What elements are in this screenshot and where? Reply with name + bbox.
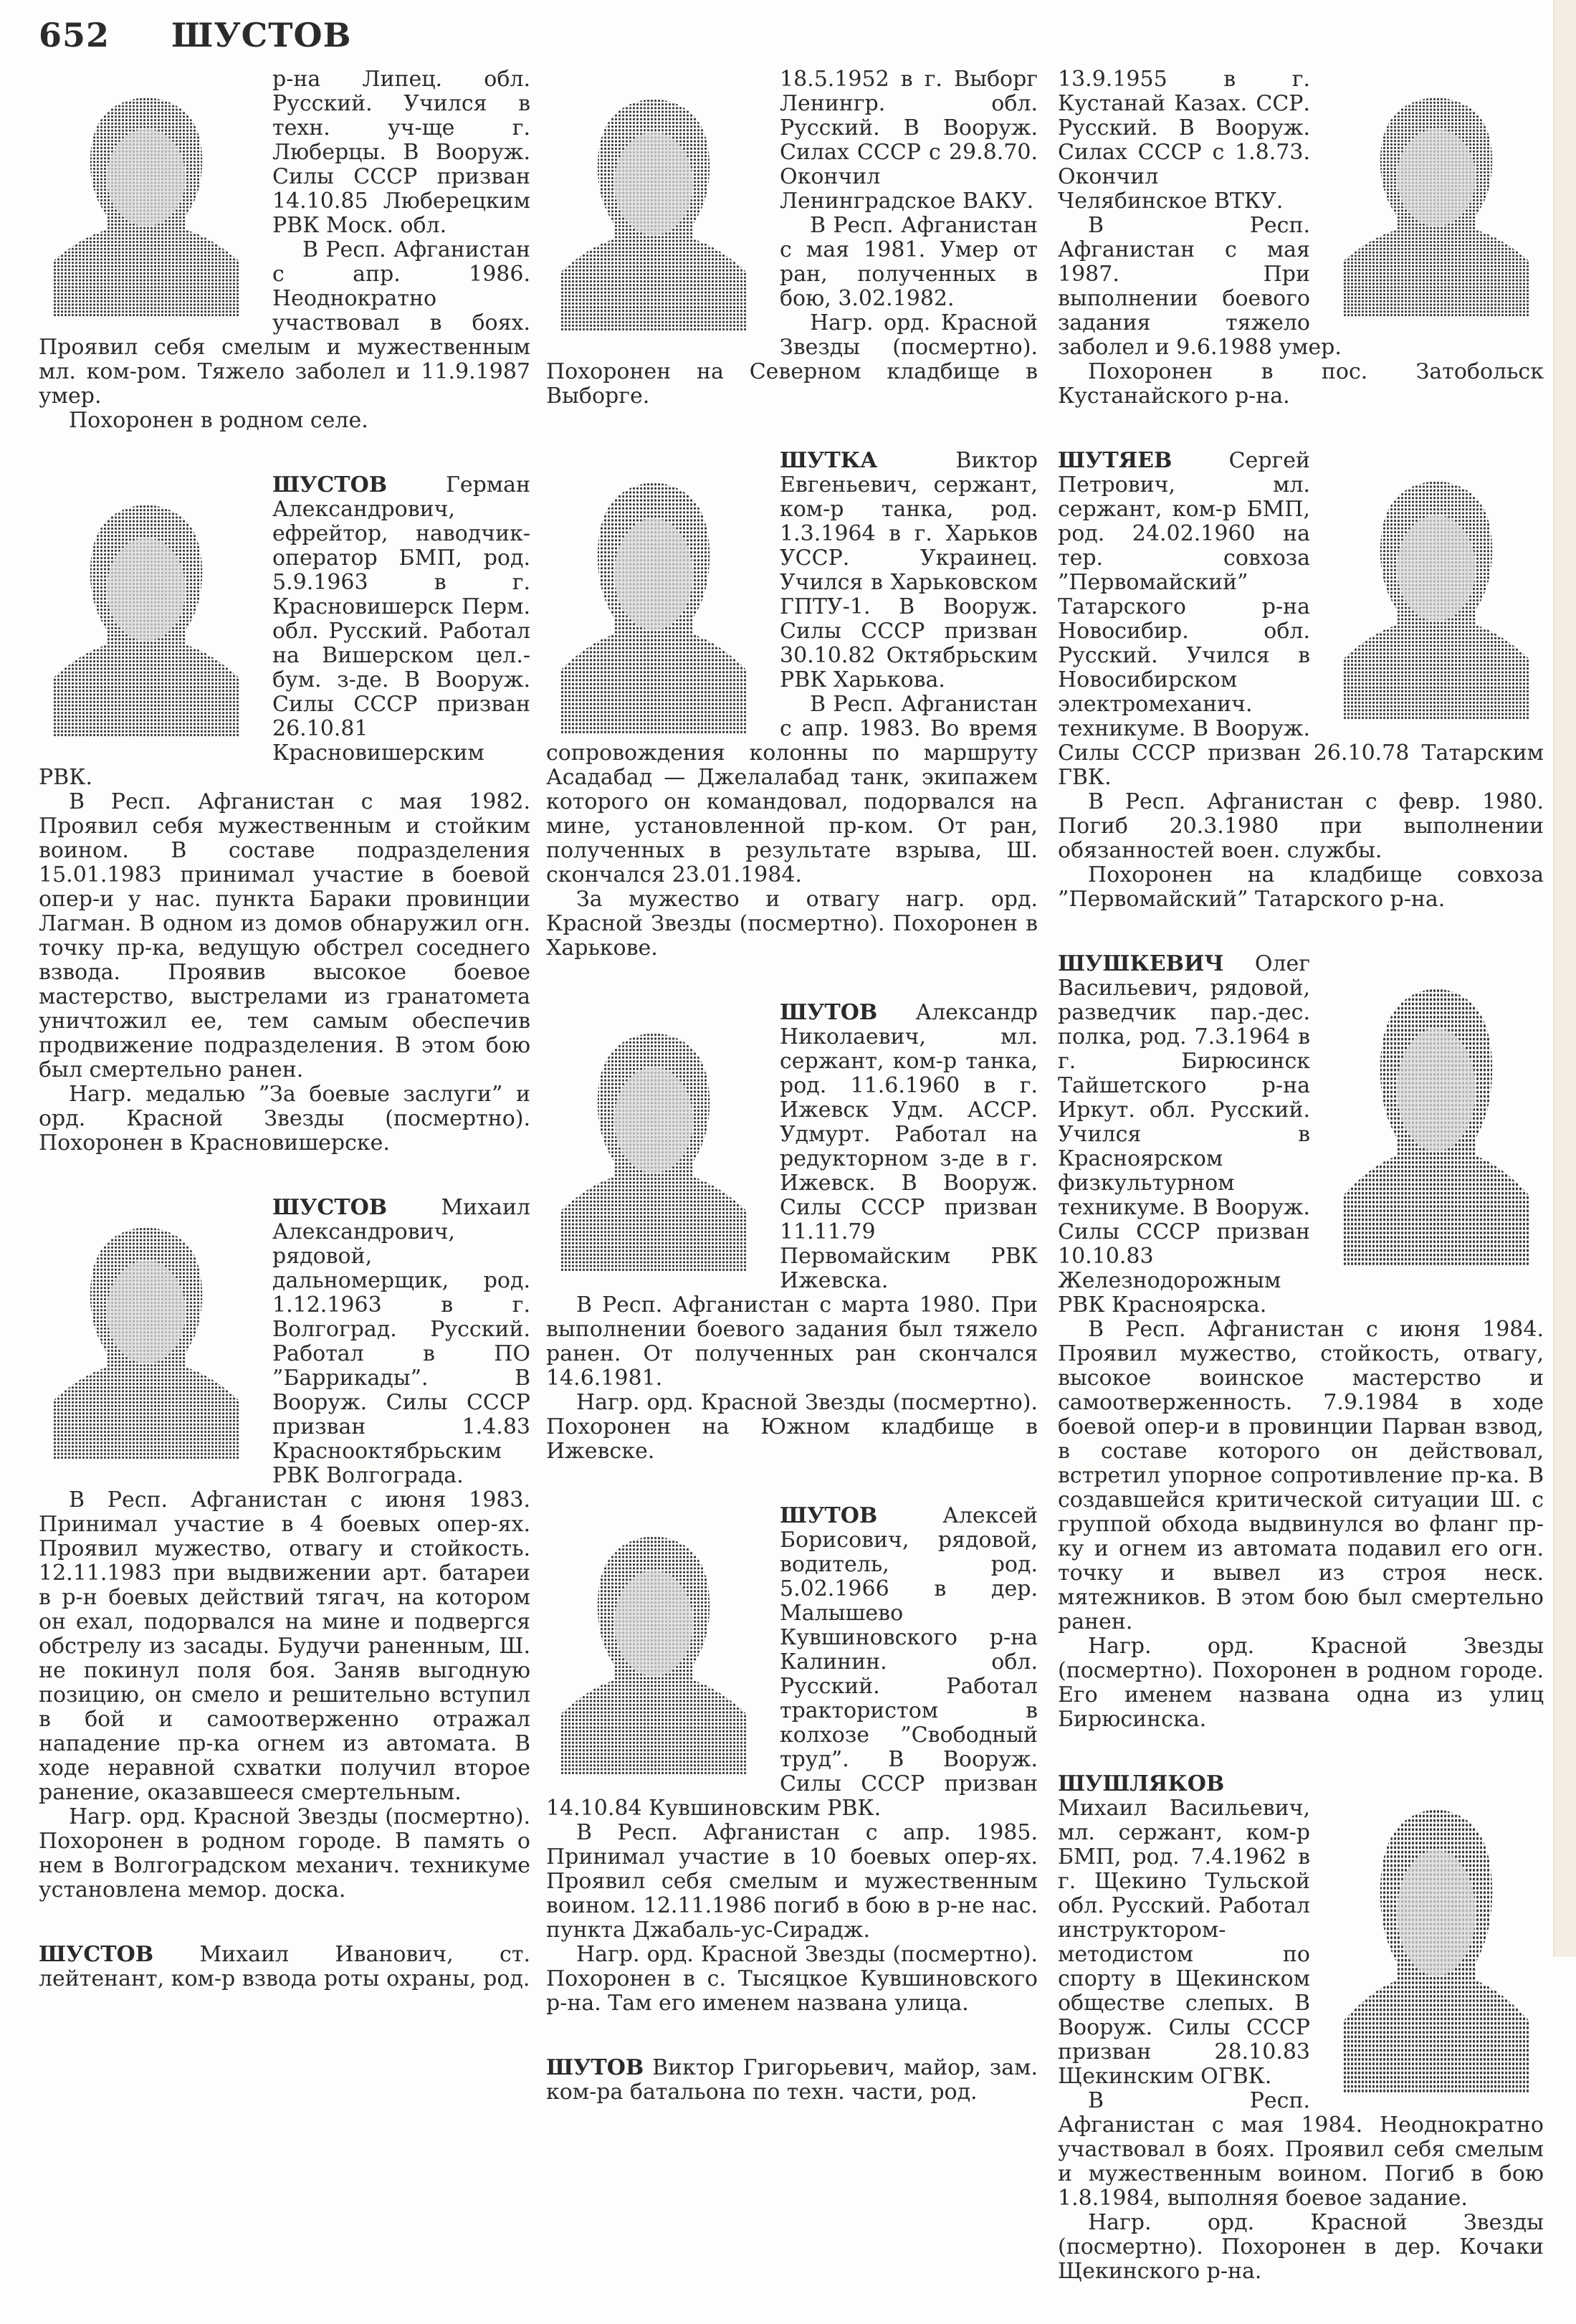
page-edge xyxy=(1553,0,1576,1957)
biography-entry xyxy=(39,473,530,1156)
entry-paragraph xyxy=(39,1488,530,1805)
column-1 xyxy=(39,67,530,2032)
entry-text: Нагр. орд. Красной Звезды (посмертно). Похоронен в с. Тысяцкое Кувшиновского р-на. Там его именем названа улица. xyxy=(546,1942,1038,2016)
entry-paragraph xyxy=(546,1943,1038,2016)
portrait-photo xyxy=(546,454,761,734)
entry-surname: ШУСТОВ xyxy=(39,1942,154,1967)
portrait-image xyxy=(546,1510,761,1775)
entry-paragraph xyxy=(1058,863,1544,912)
entry-surname: ШУШКЕВИЧ xyxy=(1058,951,1224,976)
entry-text: р-на Липец. обл. Русский. Учился в техн. уч-ще г. Люберцы. В Вооруж. Силы СССР призван 14.10.85 Люберецким РВК Моск. обл. xyxy=(272,67,530,238)
entry-text: Михаил Иванович, ст. лейтенант, ком-р взвода роты охраны, род. xyxy=(39,1942,530,1991)
entry-paragraph xyxy=(546,1293,1038,1391)
biography-entry xyxy=(546,449,1038,961)
portrait-photo xyxy=(39,73,254,317)
portrait-photo xyxy=(1329,73,1544,317)
entry-text: В Респ. Афганистан с июня 1984. Проявил мужество, стойкость, отвагу, высокое воинское мастерство и самоотверженность. 7.9.1984 в ходе боевой опер-и в провинции Парван взвод, в составе которого он действовал, встретил упорное сопротивление пр-ка. В создавшейся критической ситуации Ш. с группой обхода выдвинулся во фланг пр-ку и огнем из автомата подавил его огн. точку и вывел из строя неск. мятежников. В этом бою был смертельно ранен. xyxy=(1058,1317,1544,1634)
entry-text: В Респ. Афганистан с мая 1982. Проявил себя мужественным и стойким воином. В составе подразделения 15.01.1983 принимал участие в боевой опер-и у нас. пункта Бараки провинции Лагман. В одном из домов обнаружил огн. точку пр-ка, ведущую обстрел соседнего взвода. Проявив высокое боевое мастерство, выстрелами из гранатомета уничтожил ее, тем самым обеспечив продвижение подразделения. В этом бою был смертельно ранен. xyxy=(39,789,530,1082)
entry-surname: ШУТОВ xyxy=(780,1503,878,1528)
entry-text: Герман Александрович, ефрейтор, наводчик-оператор БМП, род. 5.9.1963 в г. Красновишерск Перм. обл. Русский. Работал на Вишерском цел.-бум. з-де. В Вооруж. Силы СССР призван 26.10.81 Красновишерским РВК. xyxy=(39,472,530,790)
entry-text: Похоронен на кладбище совхоза ”Первомайский” Татарского р-на. xyxy=(1058,862,1544,912)
portrait-photo xyxy=(1329,1778,1544,2093)
entry-text: Михаил Александрович, рядовой, дальномерщик, род. 1.12.1963 в г. Волгоград. Русский. Работал в ПО ”Баррикады”. В Вооруж. Силы СССР призван 1.4.83 Краснооктябрьским РВК Волгограда. xyxy=(272,1195,530,1488)
portrait-image xyxy=(546,73,761,331)
portrait-photo xyxy=(39,479,254,737)
entry-paragraph xyxy=(39,1805,530,1902)
portrait-photo xyxy=(39,1201,254,1459)
biography-entry xyxy=(546,67,1038,409)
entry-text: Нагр. орд. Красной Звезды (посмертно). Похоронен в дер. Кочаки Щекинского р-на. xyxy=(1058,2210,1544,2284)
entry-text: Михаил Васильевич, мл. сержант, ком-р БМП, род. 7.4.1962 в г. Щекино Тульской обл. Русский. Работал инструктором-методистом по спорту в Щекинском обществе слепых. В Вооруж. Силы СССР призван 28.10.83 Щекинским ОГВК. xyxy=(1058,1796,1310,2089)
entry-paragraph xyxy=(1058,1318,1544,1634)
entry-text: В Респ. Афганистан с апр. 1983. Во время сопровождения колонны по маршруту Асадабад — Джелалабад танк, экипажем которого он командовал, подорвался на мине, установленной пр-ком. От ран, полученных в результате взрыва, Ш. скончался 23.01.1984. xyxy=(546,692,1038,887)
entry-surname: ШУТЯЕВ xyxy=(1058,448,1173,473)
portrait-image xyxy=(546,454,761,734)
portrait-image xyxy=(39,73,254,317)
entry-text: В Респ. Афганистан с мая 1981. Умер от ран, полученных в бою, 3.02.1982. xyxy=(780,213,1038,311)
portrait-photo xyxy=(1329,454,1544,720)
portrait-image xyxy=(39,1201,254,1459)
page-header xyxy=(39,16,351,54)
biography-entry xyxy=(546,1504,1038,2016)
entry-surname: ШУТКА xyxy=(780,448,878,473)
entry-text: За мужество и отвагу нагр. орд. Красной Звезды (посмертно). Похоронен в Харькове. xyxy=(546,887,1038,961)
entry-text: Похоронен в родном селе. xyxy=(69,408,368,433)
entry-surname: ШУСТОВ xyxy=(272,1195,388,1220)
entry-text: 13.9.1955 в г. Кустанай Казах. ССР. Русский. В Вооруж. Силах СССР с 1.8.73. Окончил Челябинское ВТКУ. xyxy=(1058,67,1310,214)
entry-text: В Респ. Афганистан с апр. 1986. Неоднократно участвовал в боях. Проявил себя смелым и мужественным мл. ком-ром. Тяжело заболел и 11.9.1987 умер. xyxy=(39,237,530,409)
portrait-image xyxy=(1329,73,1544,317)
portrait-photo xyxy=(1329,958,1544,1266)
biography-entry xyxy=(1058,952,1544,1732)
portrait-image xyxy=(1329,958,1544,1266)
entry-paragraph xyxy=(1058,360,1544,409)
biography-entry xyxy=(39,1943,530,1991)
portrait-image xyxy=(39,479,254,737)
entry-text: Нагр. орд. Красной Звезды (посмертно). Похоронен в родном городе. Его именем названа одна из улиц Бирюсинска. xyxy=(1058,1634,1544,1732)
entry-paragraph xyxy=(1058,2211,1544,2284)
column-2 xyxy=(546,67,1038,2145)
entry-paragraph xyxy=(39,790,530,1082)
entry-text: Сергей Петрович, мл. сержант, ком-р БМП, род. 24.02.1960 на тер. совхоза ”Первомайский” Татарского р-на Новосибир. обл. Русский. Учился в Новосибирском электромеханич. техникуме. В Вооруж. Силы СССР призван 26.10.78 Татарским ГВК. xyxy=(1058,448,1544,790)
entry-text: Виктор Григорьевич, майор, зам. ком-ра батальона по техн. части, род. xyxy=(546,2055,1038,2105)
entry-paragraph xyxy=(39,1943,530,1991)
entry-text: Александр Николаевич, мл. сержант, ком-р танка, род. 11.6.1960 в г. Ижевск Удм. АССР. Удмурт. Работал на редукторном з-де в г. Ижевск. В Вооруж. Силы СССР призван 11.11.79 Первомайским РВК Ижевска. xyxy=(780,1000,1038,1293)
portrait-image xyxy=(1329,454,1544,720)
entry-text: Алексей Борисович, рядовой, водитель, род. 5.02.1966 в дер. Малышево Кувшиновского р-на Калинин. обл. Русский. Работал трактористом в колхозе ”Свободный труд”. В Вооруж. Силы СССР призван 14.10.84 Кувшиновским РВК. xyxy=(546,1503,1038,1821)
entry-text: В Респ. Афганистан с мая 1987. При выполнении боевого задания тяжело заболел и 9.6.1988 умер. xyxy=(1058,213,1342,360)
entry-surname: ШУТОВ xyxy=(546,2055,644,2080)
entry-text: Нагр. орд. Красной Звезды (посмертно). Похоронен в родном городе. В память о нем в Волгоградском механич. техникуме установлена мемор. доска. xyxy=(39,1804,530,1902)
biography-entry xyxy=(1058,1772,1544,2284)
entry-text: В Респ. Афганистан с февр. 1980. Погиб 20.3.1980 при выполнении обязанностей воен. службы. xyxy=(1058,789,1544,863)
entry-paragraph xyxy=(1058,2089,1544,2211)
entry-text: Олег Васильевич, рядовой, разведчик пар.-дес. полка, род. 7.3.1964 в г. Бирюсинск Тайшетского р-на Иркут. обл. Русский. Учился в Красноярском физкультурном техникуме. В Вооруж. Силы СССР призван 10.10.83 Железнодорожным РВК Красноярска. xyxy=(1058,951,1310,1318)
biography-entry xyxy=(546,2056,1038,2105)
page-number: 652 xyxy=(39,16,110,54)
biography-entry xyxy=(1058,67,1544,409)
entry-paragraph xyxy=(546,1821,1038,1943)
entry-text: В Респ. Афганистан с мая 1984. Неоднократно участвовал в боях. Проявил себя смелым и мужественным воином. Погиб в бою 1.8.1984, выполняя боевое задание. xyxy=(1058,2088,1544,2211)
biography-entry xyxy=(1058,449,1544,912)
portrait-photo xyxy=(546,1510,761,1775)
entry-paragraph xyxy=(546,887,1038,961)
entry-text: Похоронен в пос. Затобольск Кустанайского р-на. xyxy=(1058,359,1544,409)
biography-entry xyxy=(39,67,530,433)
entry-text: 18.5.1952 в г. Выборг Ленингр. обл. Русский. В Вооруж. Силах СССР с 29.8.70. Окончил Ленинградское ВАКУ. xyxy=(780,67,1038,214)
entry-paragraph xyxy=(39,409,530,433)
biography-entry xyxy=(546,1001,1038,1464)
portrait-photo xyxy=(546,1006,761,1272)
entry-paragraph xyxy=(546,2056,1038,2105)
portrait-image xyxy=(546,1006,761,1272)
entry-paragraph xyxy=(546,1391,1038,1464)
entry-text: Нагр. медалью ”За боевые заслуги” и орд. Красной Звезды (посмертно). Похоронен в Красновишерске. xyxy=(39,1082,530,1156)
entry-text: Нагр. орд. Красной Звезды (посмертно). Похоронен на Северном кладбище в Выборге. xyxy=(546,310,1038,409)
biography-entry xyxy=(39,1196,530,1902)
entry-text: В Респ. Афганистан с апр. 1985. Принимал участие в 10 боевых опер-ях. Проявил себя смелым и мужественным воином. 12.11.1986 погиб в бою в р-не нас. пункта Джабаль-ус-Сирадж. xyxy=(546,1820,1038,1943)
entry-paragraph xyxy=(39,1082,530,1156)
entry-paragraph xyxy=(1058,790,1544,863)
entry-text: Нагр. орд. Красной Звезды (посмертно). Похоронен на Южном кладбище в Ижевске. xyxy=(546,1390,1038,1464)
portrait-photo xyxy=(546,73,761,331)
entry-text: В Респ. Афганистан с марта 1980. При выполнении боевого задания был тяжело ранен. От полученных ран скончался 14.6.1981. xyxy=(546,1292,1038,1391)
column-3 xyxy=(1058,67,1544,2324)
entry-surname: ШУШЛЯКОВ xyxy=(1058,1771,1225,1796)
entry-text: В Респ. Афганистан с июня 1983. Принимал участие в 4 боевых опер-ях. Проявил мужество, отвагу и стойкость. 12.11.1983 при выдвижении арт. батареи в р-н боевых действий тягач, на котором он ехал, подорвался на мине и подвергся обстрелу из засады. Будучи раненным, Ш. не покинул поля боя. Заняв выгодную позицию, он смело и решительно вступил в бой и самоотверженно отражал нападение пр-ка огнем из автомата. В ходе неравной схватки получил второе ранение, оказавшееся смертельным. xyxy=(39,1487,530,1805)
entry-paragraph xyxy=(1058,1634,1544,1732)
entry-text: Виктор Евгеньевич, сержант, ком-р танка, род. 1.3.1964 в г. Харьков УССР. Украинец. Учился в Харьковском ГПТУ-1. В Вооруж. Силы СССР призван 30.10.82 Октябрьским РВК Харькова. xyxy=(780,448,1038,692)
portrait-image xyxy=(1329,1778,1544,2093)
entry-surname: ШУСТОВ xyxy=(272,472,388,497)
running-head: ШУСТОВ xyxy=(171,16,352,54)
entry-surname: ШУТОВ xyxy=(780,1000,878,1025)
